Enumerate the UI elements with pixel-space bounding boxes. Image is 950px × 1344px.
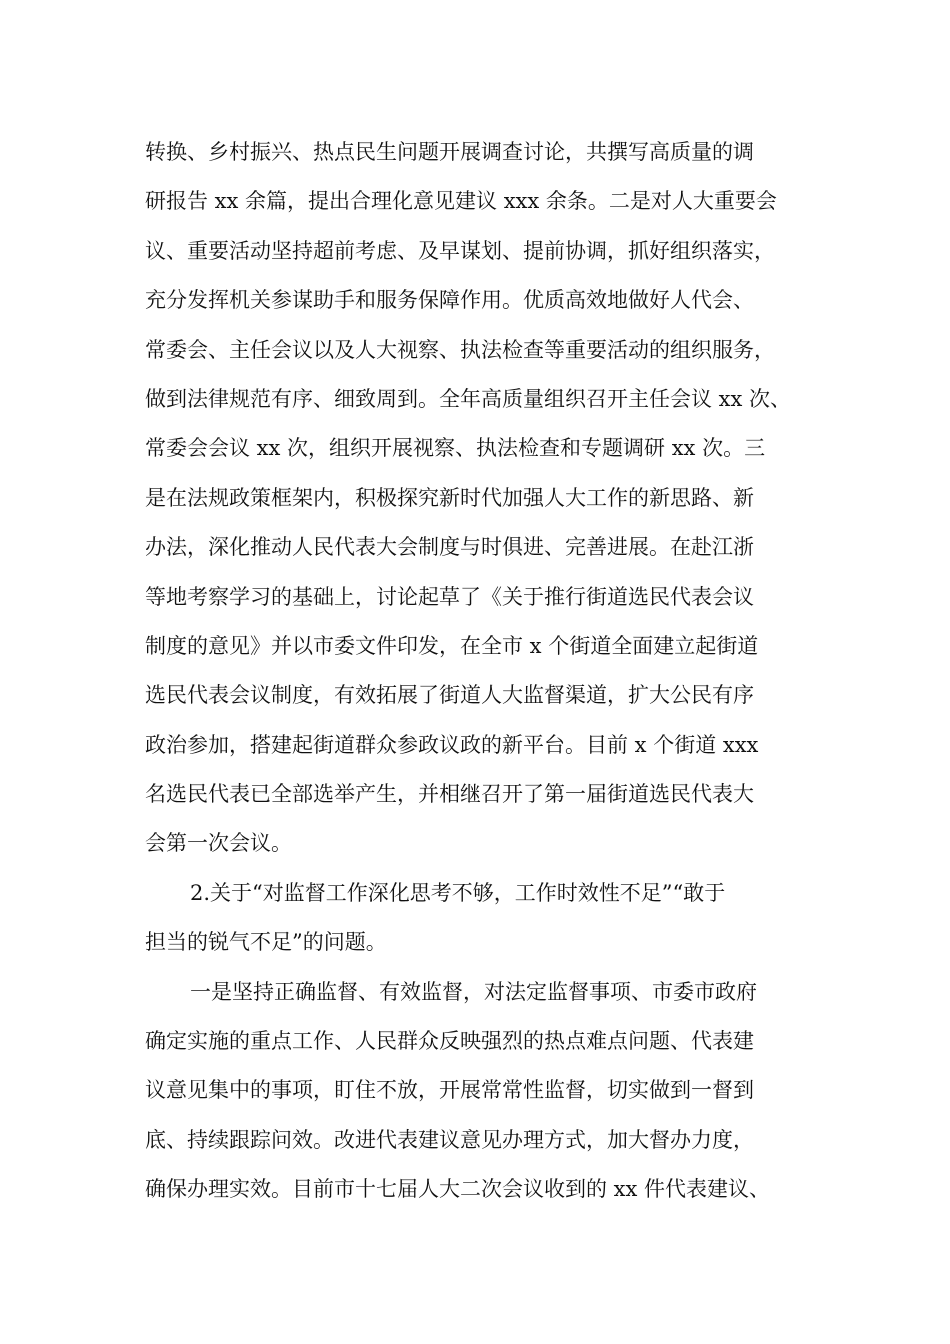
paragraph-1-line-3: 议、重要活动坚持超前考虑、及早谋划、提前协调，抓好组织落实， [145, 238, 775, 263]
document-body [145, 128, 815, 1215]
paragraph-3-line-4: 底、持续跟踪问效。改进代表建议意见办理方式，加大督办力度， [145, 1127, 754, 1152]
paragraph-1-line-12: 选民代表会议制度，有效拓展了街道人大监督渠道，扩大公民有序 [145, 683, 754, 708]
paragraph-3-line-3: 议意见集中的事项，盯住不放，开展常常性监督，切实做到一督到 [145, 1078, 754, 1103]
paragraph-1-line-2: 研报告 xx 余篇，提出合理化意见建议 xxx 余条。二是对人大重要会 [145, 189, 777, 214]
paragraph-1-line-15: 会第一次会议。 [145, 831, 292, 856]
paragraph-1-line-7: 常委会会议 xx 次，组织开展视察、执法检查和专题调研 xx 次。三 [145, 436, 766, 461]
paragraph-3-line-1: 一是坚持正确监督、有效监督，对法定监督事项、市委市政府 [190, 979, 757, 1004]
paragraph-1-line-10: 等地考察学习的基础上，讨论起草了《关于推行街道选民代表会议 [145, 584, 754, 609]
paragraph-1-line-1: 转换、乡村振兴、热点民生问题开展调查讨论，共撰写高质量的调 [145, 140, 754, 164]
paragraph-1-line-6: 做到法律规范有序、细致周到。全年高质量组织召开主任会议 xx 次、 [145, 386, 792, 411]
paragraph-1-line-9: 办法，深化推动人民代表大会制度与时俱进、完善进展。在赴江浙 [145, 535, 754, 560]
paragraph-2-line-1: 2.关于“对监督工作深化思考不够，工作时效性不足”“敢于 [190, 880, 726, 905]
paragraph-1-line-8: 是在法规政策框架内，积极探究新时代加强人大工作的新思路、新 [145, 485, 754, 510]
paragraph-1-line-4: 充分发挥机关参谋助手和服务保障作用。优质高效地做好人代会、 [145, 288, 754, 313]
paragraph-3-line-2: 确定实施的重点工作、人民群众反映强烈的热点难点问题、代表建 [145, 1029, 754, 1054]
paragraph-2-line-2: 担当的锐气不足”的问题。 [145, 930, 387, 955]
paragraph-1-line-11: 制度的意见》并以市委文件印发，在全市 x 个街道全面建立起街道 [145, 633, 759, 658]
paragraph-1-line-13: 政治参加，搭建起街道群众参政议政的新平台。目前 x 个街道 xxx [145, 732, 759, 757]
paragraph-1-line-5: 常委会、主任会议以及人大视察、执法检查等重要活动的组织服务， [145, 337, 775, 362]
paragraph-3-line-5: 确保办理实效。目前市十七届人大二次会议收到的 xx 件代表建议、 [145, 1177, 771, 1202]
paragraph-1-line-14: 名选民代表已全部选举产生，并相继召开了第一届街道选民代表大 [145, 782, 754, 807]
